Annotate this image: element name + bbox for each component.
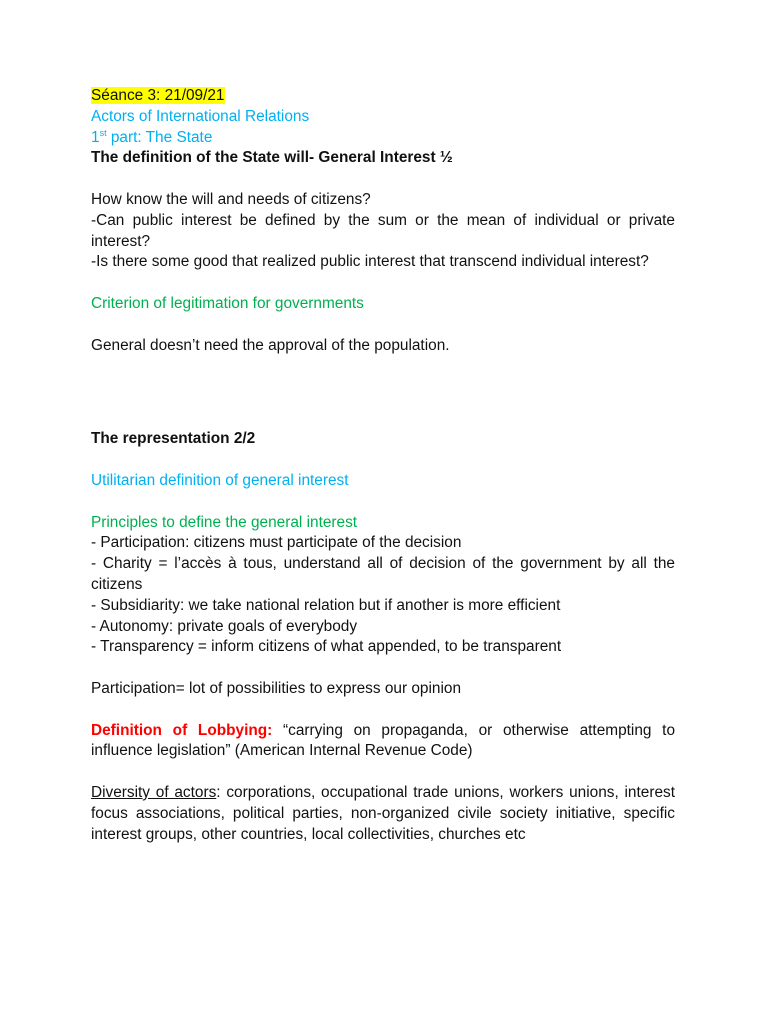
diversity-paragraph: [91, 783, 675, 845]
approval-text: General doesn’t need the approval of the population.: [91, 336, 450, 354]
principle-item: - Subsidiarity: we take national relation but if another is more efficient: [91, 596, 561, 614]
section2-heading: The representation 2/2: [91, 430, 256, 448]
criterion-heading: Criterion of legitimation for governments: [91, 294, 364, 312]
subject-title: Actors of International Relations: [91, 107, 310, 125]
participation-note: Participation= lot of possibilities to express our opinion: [91, 679, 462, 697]
section1-heading: The definition of the State will- General Interest ½: [91, 149, 453, 167]
diversity-label: Diversity of actors: [91, 783, 217, 801]
question-1: -Can public interest be defined by the sum or the mean of individual or private interest?: [91, 211, 675, 250]
lobbying-definition: [91, 721, 675, 763]
principle-item: - Participation: citizens must participate of the decision: [91, 534, 462, 552]
diversity-text: : corporations, occupational trade unions, workers unions, interest focus associations, political parties, non-organized civile society initiative, specific interest groups, other countries, local collectivities, churches etc: [91, 783, 675, 843]
question-2: -Is there some good that realized public interest that transcend individual interest?: [91, 253, 649, 271]
session-date-highlight: Séance 3: 21/09/21: [91, 87, 225, 104]
utilitarian-heading: Utilitarian definition of general interest: [91, 471, 349, 489]
document-body: [91, 86, 675, 845]
lobbying-label: Definition of Lobbying:: [91, 721, 273, 739]
principle-item: - Autonomy: private goals of everybody: [91, 617, 358, 635]
question-intro: How know the will and needs of citizens?: [91, 190, 371, 208]
principles-heading: Principles to define the general interest: [91, 513, 358, 531]
session-line: [91, 86, 675, 107]
principle-item: - Charity = l’accès à tous, understand all of decision of the government by all the citizens: [91, 555, 675, 593]
part-title: 1st part: The State: [91, 127, 213, 146]
principle-item: - Transparency = inform citizens of what appended, to be transparent: [91, 638, 562, 656]
lobbying-text: “carrying on propaganda, or otherwise attempting to influence legislation” (American Internal Revenue Code): [91, 721, 676, 760]
